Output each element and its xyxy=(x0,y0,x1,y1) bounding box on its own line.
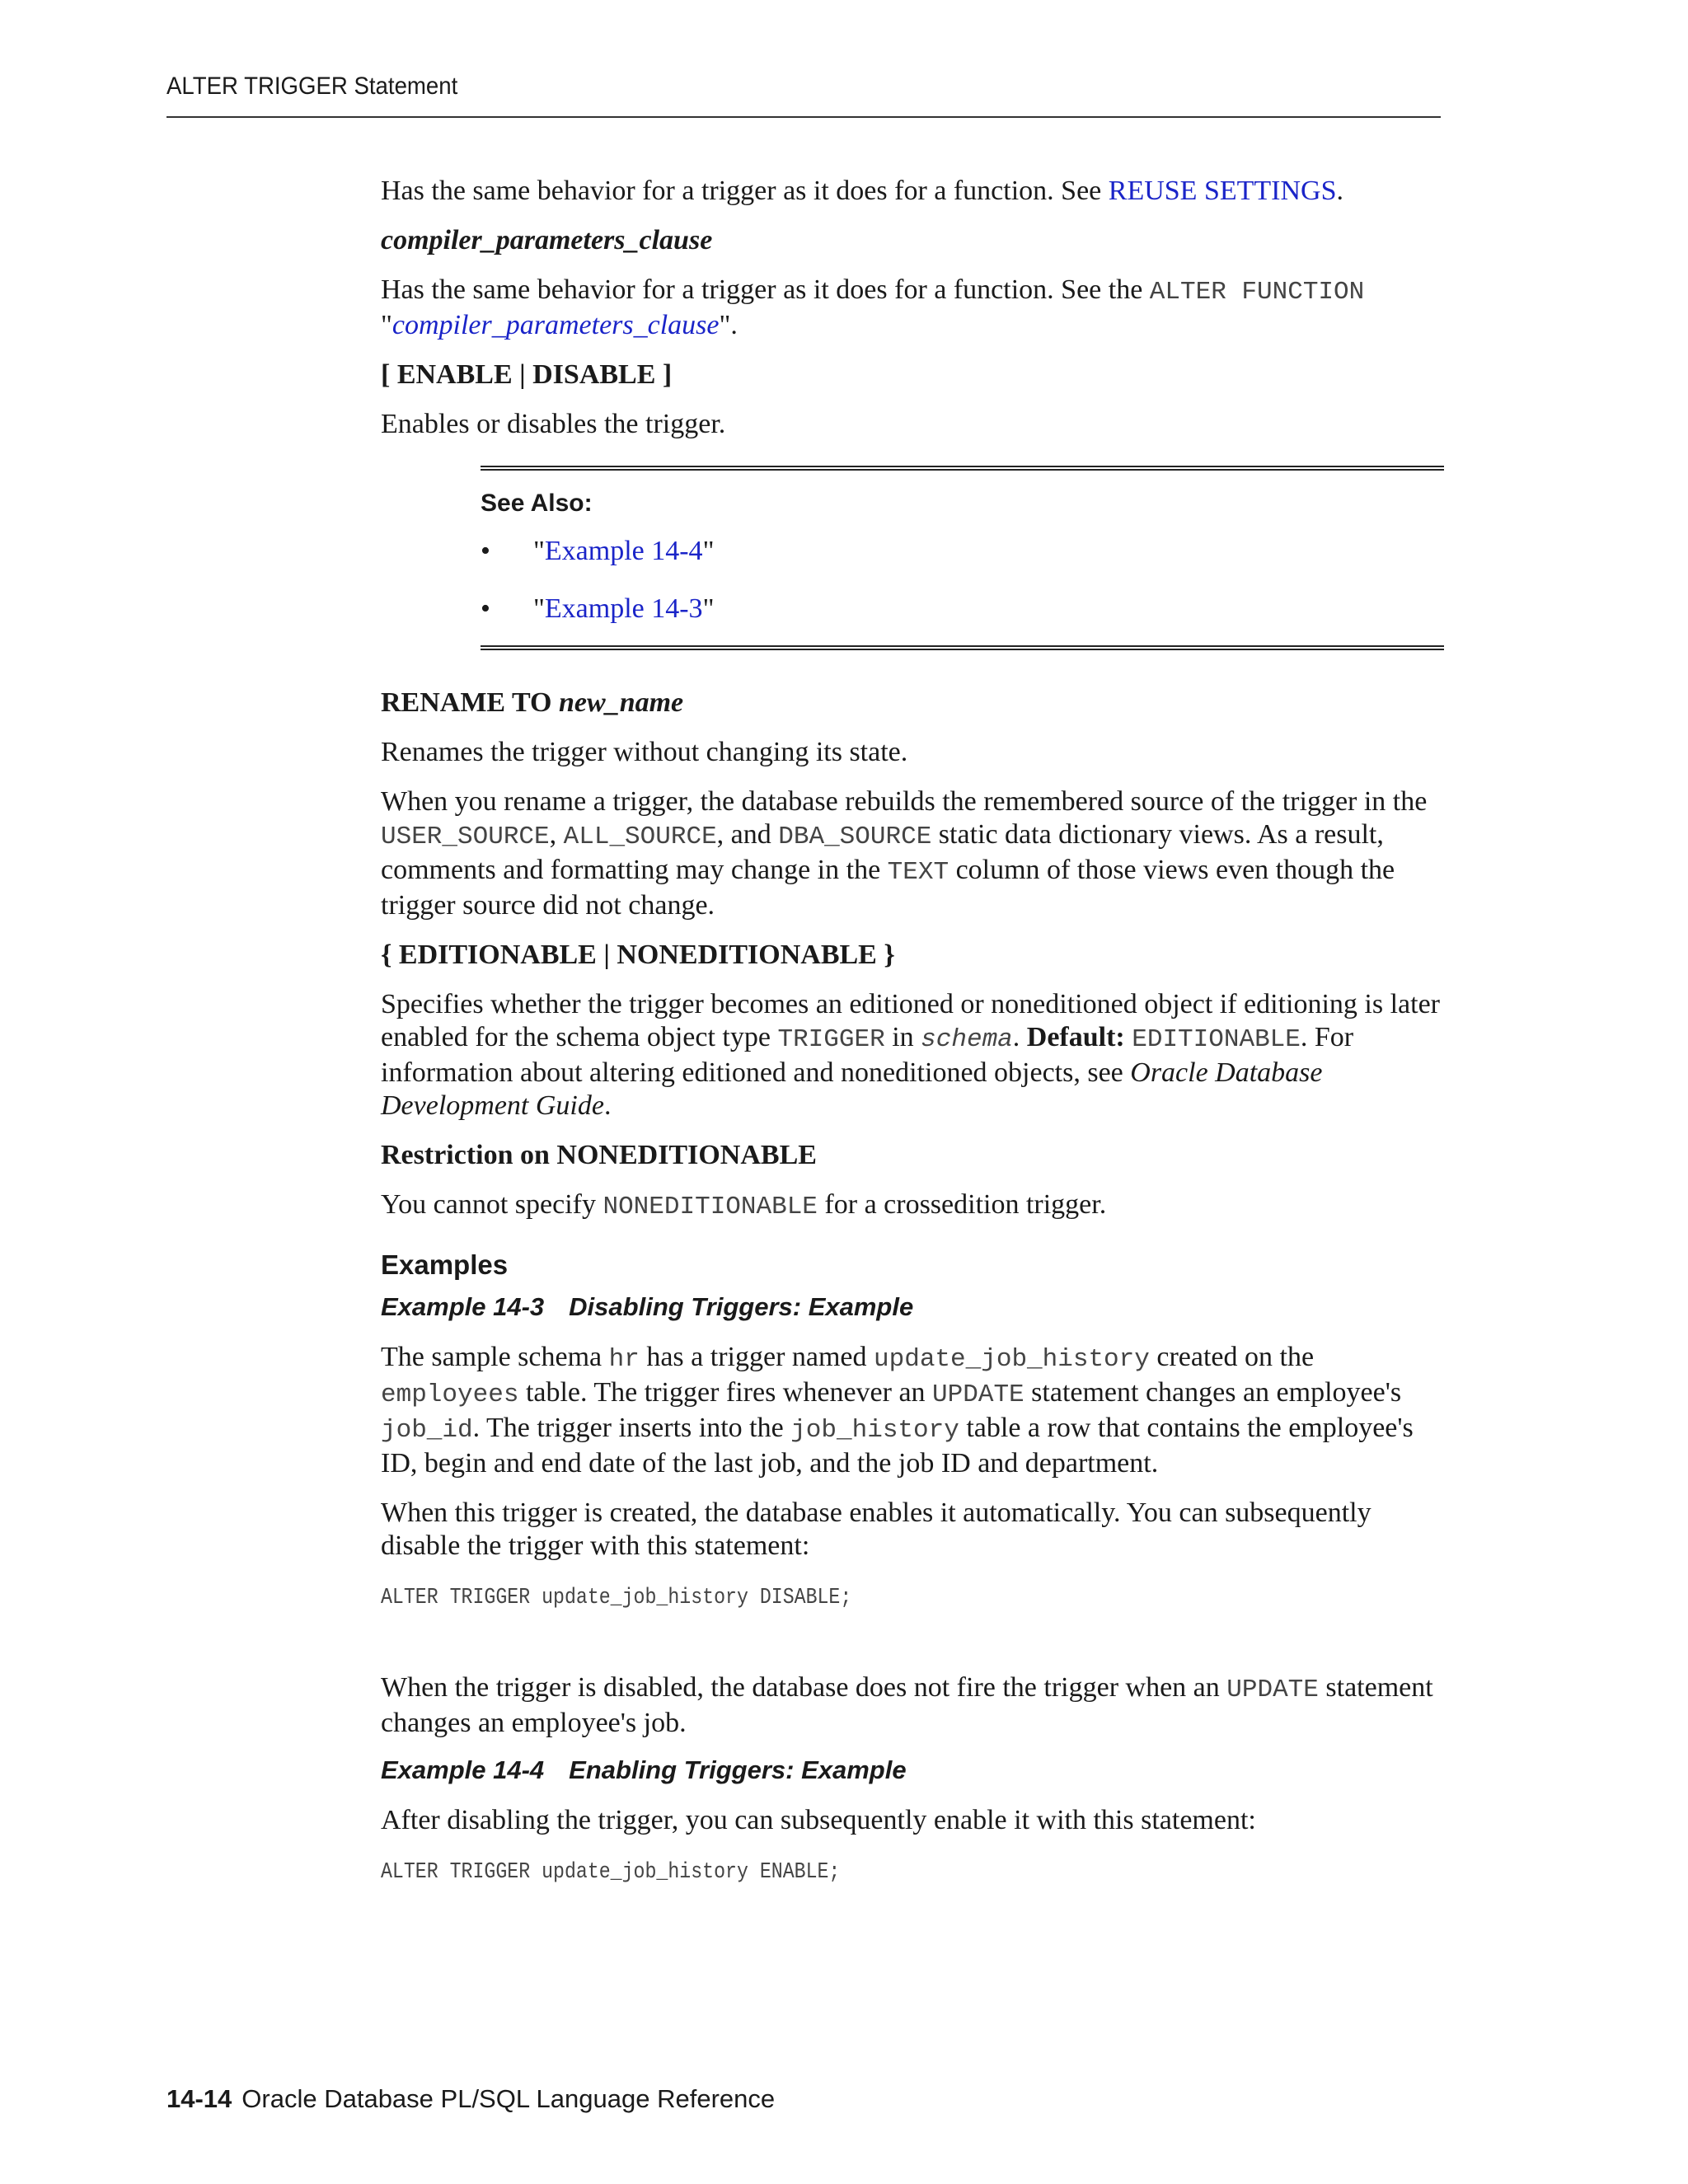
dba-source-code: DBA_SOURCE xyxy=(778,823,932,851)
ex3-text-b: has a trigger named xyxy=(639,1342,874,1372)
compiler-text: Has the same behavior for a trigger as it does for a function. See the xyxy=(381,274,1150,305)
editionable-text-c: . xyxy=(1012,1022,1027,1052)
example-14-4-paragraph: After disabling the trigger, you can subsequently enable it with this statement: xyxy=(381,1805,1256,1835)
example-14-3-paragraph-2: When this trigger is created, the database enables it automatically. You can subsequently disable the trigger with this statement: xyxy=(381,1497,1372,1561)
example-14-4-caption: Enabling Triggers: Example xyxy=(569,1755,907,1784)
see-also-box xyxy=(481,466,1444,650)
quote-close: " xyxy=(702,593,715,624)
header-rule xyxy=(166,116,1441,118)
example-14-4-number: Example 14-4 xyxy=(381,1755,545,1784)
editionable-text-f: . xyxy=(603,1090,612,1121)
update-code: UPDATE xyxy=(932,1380,1025,1409)
noneditionable-code: NONEDITIONABLE xyxy=(603,1193,818,1221)
enable-heading: [ ENABLE | DISABLE ] xyxy=(381,359,673,390)
default-label: Default: xyxy=(1026,1022,1125,1052)
editionable-heading: { EDITIONABLE | NONEDITIONABLE } xyxy=(381,940,895,970)
compiler-code: ALTER FUNCTION xyxy=(1149,278,1365,307)
example-14-3-number: Example 14-3 xyxy=(381,1292,545,1321)
quote-close: " xyxy=(702,536,715,566)
compiler-paragraph xyxy=(381,274,1444,342)
bullet-icon: • xyxy=(481,536,490,566)
see-also-title: See Also: xyxy=(481,490,593,517)
editionable-text-a: Specifies whether the trigger becomes an editioned or noneditioned object if editioning is later enabled for the schema object type xyxy=(381,989,1440,1052)
ex3-text-d: table. The trigger fires whenever an xyxy=(518,1377,933,1408)
rename-heading xyxy=(381,687,1444,719)
reuse-end: . xyxy=(1336,176,1343,206)
job-history-code: job_history xyxy=(790,1416,959,1445)
page-number: 14-14 xyxy=(166,2084,232,2113)
quote-open: " xyxy=(533,536,545,566)
ex3-text-c: created on the xyxy=(1149,1342,1315,1372)
compiler-quote-open: " xyxy=(381,310,392,340)
editionable-text-e: . For information about altering editioned and noneditioned objects, see xyxy=(381,1022,1354,1088)
rename-paragraph-2 xyxy=(381,785,1444,922)
reuse-paragraph xyxy=(381,175,1444,208)
compiler-heading: compiler_parameters_clause xyxy=(381,225,713,255)
rename-text-e: column of those views even though the trigger source did not change. xyxy=(381,855,1395,921)
reuse-text: Has the same behavior for a trigger as it does for a function. See xyxy=(381,176,1109,206)
hr-code: hr xyxy=(608,1345,640,1374)
example-14-3-paragraph-3 xyxy=(381,1671,1444,1740)
update-code-2: UPDATE xyxy=(1226,1675,1319,1704)
rename-heading-italic: new_name xyxy=(559,687,684,718)
bullet-icon: • xyxy=(481,593,490,624)
schema-code: schema xyxy=(921,1025,1013,1054)
compiler-parameters-link[interactable]: compiler_parameters_clause xyxy=(392,310,720,340)
example-14-3-paragraph-1 xyxy=(381,1341,1444,1480)
example-14-4-link[interactable]: Example 14-4 xyxy=(544,536,703,566)
restriction-text-a: You cannot specify xyxy=(381,1189,603,1220)
example-14-4-title xyxy=(381,1755,1444,1786)
reuse-settings-link[interactable]: REUSE SETTINGS xyxy=(1108,176,1337,206)
ex3-text-a: The sample schema xyxy=(381,1342,609,1372)
enable-paragraph: Enables or disables the trigger. xyxy=(381,409,726,439)
ex3-text-f: . The trigger inserts into the xyxy=(472,1413,791,1443)
rename-text-d: static data dictionary views. As a result, comments and formatting may change in the xyxy=(381,819,1384,885)
book-title: Oracle Database PL/SQL Language Reference xyxy=(241,2084,776,2113)
quote-open: " xyxy=(533,593,545,624)
examples-heading: Examples xyxy=(381,1249,509,1280)
example-14-3-caption: Disabling Triggers: Example xyxy=(569,1292,914,1321)
rename-paragraph-1: Renames the trigger without changing its state. xyxy=(381,737,908,767)
update-job-history-code: update_job_history xyxy=(874,1345,1150,1374)
ex3-text-g: table a row that contains the employee's ID, begin and end date of the last job, and the job ID and department. xyxy=(381,1413,1414,1479)
disable-code-block: ALTER TRIGGER update_job_history DISABLE; xyxy=(381,1586,852,1610)
restriction-heading: Restriction on NONEDITIONABLE xyxy=(381,1140,817,1170)
editionable-paragraph xyxy=(381,988,1444,1122)
employees-code: employees xyxy=(381,1380,519,1409)
enable-code-block: ALTER TRIGGER update_job_history ENABLE; xyxy=(381,1860,841,1885)
compiler-quote-close: ". xyxy=(719,310,738,340)
see-also-item xyxy=(481,593,1444,626)
restriction-paragraph xyxy=(381,1188,1444,1224)
editionable-text-b: in xyxy=(884,1022,921,1052)
ex3-text-h: When the trigger is disabled, the database does not fire the trigger when an xyxy=(381,1672,1227,1703)
running-header: ALTER TRIGGER Statement xyxy=(166,73,458,100)
editionable-code: EDITIONABLE xyxy=(1132,1025,1301,1054)
rename-text-b: , xyxy=(549,819,564,850)
ex3-text-e: statement changes an employee's xyxy=(1024,1377,1402,1408)
see-also-list xyxy=(481,535,1444,626)
ex3-text-i: statement changes an employee's job. xyxy=(381,1672,1433,1738)
main-content xyxy=(381,175,1444,1886)
dev-guide-title: Oracle Database Development Guide xyxy=(381,1057,1323,1121)
trigger-code: TRIGGER xyxy=(777,1025,885,1054)
see-also-item xyxy=(481,535,1444,568)
text-column-code: TEXT xyxy=(887,858,950,887)
editionable-text-d xyxy=(1125,1022,1132,1052)
example-14-3-link[interactable]: Example 14-3 xyxy=(544,593,703,624)
example-14-3-title xyxy=(381,1291,1444,1323)
restriction-text-b: for a crossedition trigger. xyxy=(817,1189,1107,1220)
running-footer xyxy=(166,2084,775,2114)
all-source-code: ALL_SOURCE xyxy=(563,823,717,851)
user-source-code: USER_SOURCE xyxy=(381,823,550,851)
rename-text-a: When you rename a trigger, the database rebuilds the remembered source of the trigger in the xyxy=(381,786,1428,817)
job-id-code: job_id xyxy=(381,1416,473,1445)
rename-text-c: , and xyxy=(716,819,779,850)
rename-heading-bold: RENAME TO xyxy=(381,687,560,718)
